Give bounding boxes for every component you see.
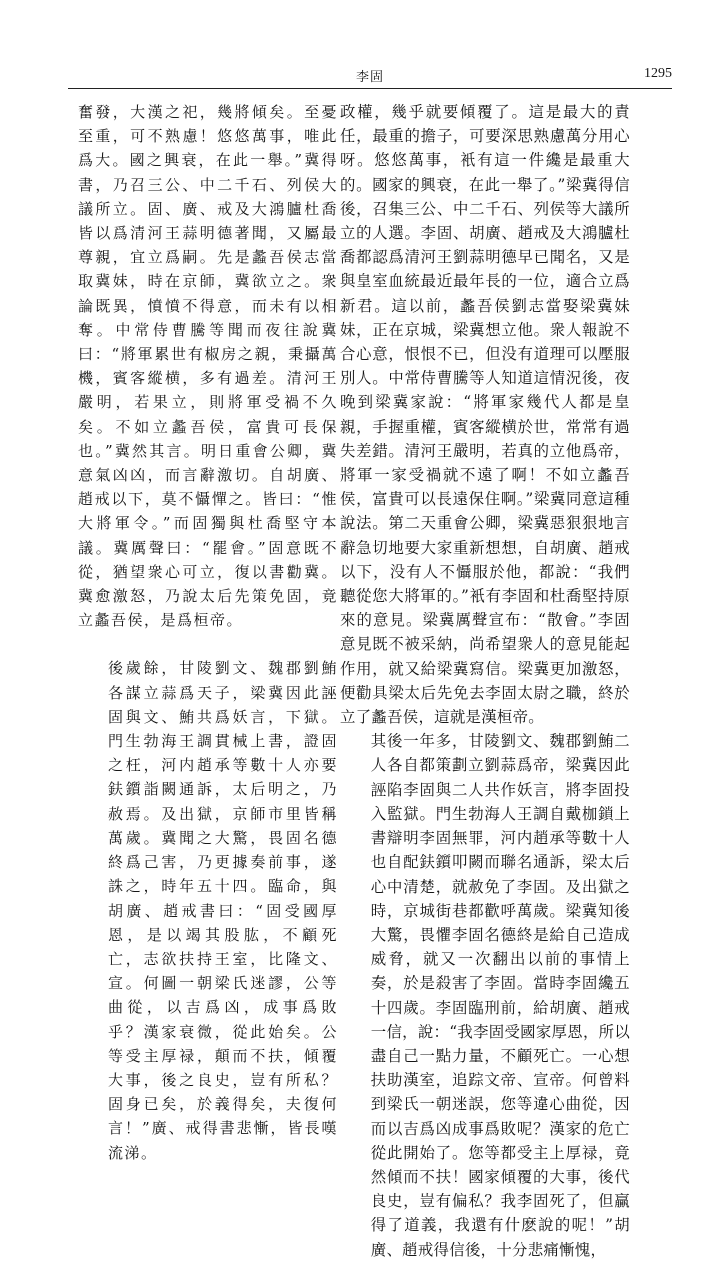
translation-paragraph-1: 政權，幾乎就要傾覆了。這是最大的責任，最重的擔子，可要深思熟慮萬分用心呀。悠悠萬事，衹有這一件纔是最重大的。國家的興衰，在此一舉了。”梁冀得信後，召集三公、中二千石、列侯等大議所立的人選。李固、胡廣、趙戒及大鴻臚杜喬都認爲清河王劉蒜明德早已聞名，又是與皇室血統最近最年長的一位，適合立爲新君。這以前，蠡吾侯劉志當娶梁冀妹妹，正在京城，梁冀想立他。衆人報說不合心意，恨恨不已，但没有道理可以壓服別人。中常侍曹騰等人知道這情況後，夜晚到梁冀家說：“將軍家幾代人都是皇親，手握重權，賓客縱横於世，常常有過失差錯。清河王嚴明，若真的立他爲帝，將軍一家受禍就不遠了啊！不如立蠡吾侯，富貴可以長遠保住啊。”梁冀同意這種說法。第二天重會公卿，梁冀惡狠狠地言辭急切地要大家重新想想，自胡廣、趙戒以下，没有人不懾服於他，都說：“我們聽從您大將軍的。”衹有李固和杜喬堅持原來的意見。梁冀厲聲宣布：“散會。”李固意見既不被采納，尚希望衆人的意見能起作用，就又給梁冀寫信。梁冀更加激怒，便勸具梁太后先免去李固太尉之職，終於立了蠡吾侯，這就是漢桓帝。 xyxy=(340,103,630,727)
classical-text-column xyxy=(78,100,338,1165)
classical-paragraph-1: 奮發，大漢之祀，幾將傾矣。至憂至重，可不熟慮！悠悠萬事，唯此爲大。國之興衰，在此一舉。”冀得書，乃召三公、中二千石、列侯大議所立。固、廣、戒及大鴻臚杜喬皆以爲清河王蒜明德著聞，又屬最尊親，宜立爲嗣。先是蠡吾侯志當取冀妹，時在京師，冀欲立之。衆論既異，憤憤不得意，而未有以相奪。中常侍曹騰等聞而夜往說冀曰：“將軍累世有椒房之親，秉攝萬機，賓客縱横，多有過差。清河王嚴明，若果立，則將軍受禍不久矣。不如立蠡吾侯，富貴可長保也。”冀然其言。明日重會公卿，冀意氣凶凶，而言辭激切。自胡廣、趙戒以下，莫不懾憚之。皆曰：“惟大將軍令。”而固獨與杜喬堅守本議。冀厲聲曰：“罷會。”固意既不從，猶望衆心可立，復以書勸冀。冀愈激怒，乃說太后先策免固，竟立蠡吾侯，是爲桓帝。 xyxy=(78,103,338,630)
translation-column xyxy=(340,100,630,1262)
translation-paragraph-2: 其後一年多，甘陵劉文、魏郡劉鮪二人各自都策劃立劉蒜爲帝，梁冀因此誣陷李固與二人共作妖言，將李固投入監獄。門生勃海人王調自戴枷鎖上書辯明李固無罪，河内趙承等數十人也自配鈇鑕叩闕而聯名通訴，梁太后心中清楚，就赦免了李固。及出獄之時，京城街巷都歡呼萬歲。梁冀知後大驚，畏懼李固名德終是給自己造成威脅，就又一次翻出以前的事情上奏，於是殺害了李固。當時李固纔五十四歲。李固臨刑前，給胡廣、趙戒一信，說：“我李固受國家厚恩，所以盡自己一點力量，不顧死亡。一心想扶助漢室，追踪文帝、宣帝。何曾料到梁氏一朝迷誤，您等違心曲從，因而以吉爲凶成事爲敗呢？漢家的危亡從此開始了。您等都受主上厚禄，竟然傾而不扶！國家傾覆的大事，後代良史，豈有偏私？我李固死了，但贏得了道義，我還有什麽說的呢！”胡廣、趙戒得信後，十分悲痛慚愧， xyxy=(370,732,631,1259)
classical-paragraph-2: 後歲餘，甘陵劉文、魏郡劉鮪各謀立蒜爲天子，梁冀因此誣固與文、鮪共爲妖言，下獄。門生勃海王調貫械上書，證固之枉，河内趙承等數十人亦要鈇鑕詣闕通訴，太后明之，乃赦焉。及出獄，京師市里皆稱萬歲。冀聞之大驚，畏固名德終爲己害，乃更據奏前事，遂誅之，時年五十四。臨命，與胡廣、趙戒書曰：“固受國厚恩，是以竭其股肱，不顧死亡，志欲扶持王室，比隆文、宣。何圖一朝梁氏迷謬，公等曲從，以吉爲凶，成事爲敗乎？漢家衰微，從此始矣。公等受主厚禄，顛而不扶，傾覆大事，後之良史，豈有所私？固身已矣，於義得矣，夫復何言！”廣、戒得書悲慚，皆長嘆流涕。 xyxy=(108,659,338,1162)
page-number: 1295 xyxy=(644,66,672,81)
header-title: 李固 xyxy=(355,70,384,85)
running-header xyxy=(68,66,672,89)
